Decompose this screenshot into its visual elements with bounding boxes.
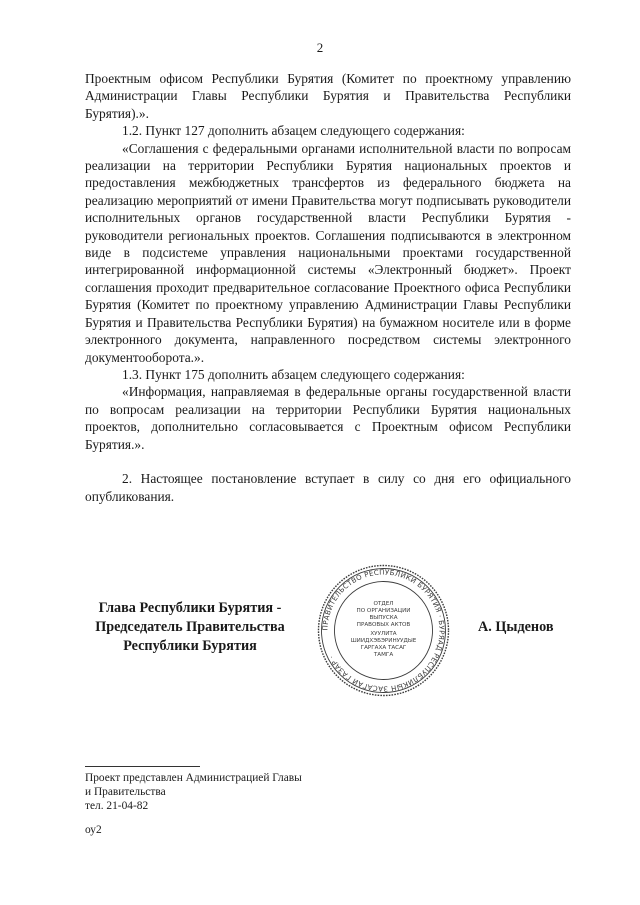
stamp-ring-text: ПРАВИТЕЛЬСТВО РЕСПУБЛИКИ БУРЯТИЯ · БУРЯАД РЕСПУБЛИКЫН ЗАСАГАЙ ГАЗАР · bbox=[321, 568, 446, 693]
footnote-line: тел. 21-04-82 bbox=[85, 800, 149, 812]
footnote bbox=[85, 771, 302, 813]
document-code: оу2 bbox=[85, 824, 102, 836]
stamp-line: ГАРГАХА ТАСАГ bbox=[360, 645, 407, 651]
paragraph-item-1-3: 1.3. Пункт 175 дополнить абзацем следующего содержания: bbox=[122, 366, 465, 382]
official-stamp-seal bbox=[316, 563, 451, 698]
paragraph-effective-date: 2. Настоящее постановление вступает в силу со дня его официального опубликования. bbox=[85, 471, 571, 504]
signature-title-line: Глава Республики Бурятия - bbox=[98, 600, 282, 616]
signature-title bbox=[85, 599, 295, 656]
stamp-line: ПО ОРГАНИЗАЦИИ bbox=[356, 608, 411, 614]
footnote-divider bbox=[85, 766, 200, 767]
page-number: 2 bbox=[316, 40, 324, 55]
footnote-line: Проект представлен Администрацией Главы bbox=[85, 772, 302, 784]
signature-title-line: Председатель Правительства bbox=[95, 619, 285, 635]
paragraph-continuation: Проектным офисом Республики Бурятия (Комитет по проектному управлению Администрации Главы Республики Бурятия и Правительства Республики Бурятия).». bbox=[85, 71, 571, 121]
signature-name: А. Цыденов bbox=[478, 619, 554, 635]
stamp-line: ШИИДХЭБЭРИНУУДЫЕ bbox=[350, 638, 417, 644]
paragraph-quote-agreements: «Соглашения с федеральными органами исполнительной власти по вопросам реализации на территории Республики Бурятия национальных проектов и предоставления межбюджетных трансфертов из федерального бюджета на реализацию мероприятий от имени Правительства могут подписывать руководители исполнительных органов государственной власти Республики Бурятия - руководители региональных проектов. Соглашения подписываются в электронном виде в подсистеме управления национальными проектами государственной интегрированной информационной системы «Электронный бюджет». Проект соглашения проходит предварительное согласование Проектного офиса Республики Бурятия (Комитет по проектному управлению Администрации Главы Республики Бурятия и Правительства Республики Бурятия) на бумажном носителе или в форме электронного документа, направленного посредством системы электронного документооборота.». bbox=[85, 140, 571, 365]
stamp-line: ПРАВОВЫХ АКТОВ bbox=[356, 622, 411, 628]
document-body bbox=[85, 70, 571, 505]
stamp-line: ОТДЕЛ bbox=[373, 601, 394, 607]
footnote-line: и Правительства bbox=[85, 786, 166, 798]
stamp-line: ТАМГА bbox=[373, 652, 394, 658]
stamp-line: ХУУЛИТА bbox=[370, 631, 397, 637]
signature-title-line: Республики Бурятия bbox=[123, 638, 257, 654]
paragraph-item-1-2: 1.2. Пункт 127 дополнить абзацем следующего содержания: bbox=[122, 123, 465, 139]
stamp-line: ВЫПУСКА bbox=[369, 615, 398, 621]
paragraph-quote-information: «Информация, направляемая в федеральные органы государственной власти по вопросам реализации на территории Республики Бурятия национальных проектов, дополнительно согласовывается с Проектным офисом Республики Бурятия.». bbox=[85, 384, 571, 452]
